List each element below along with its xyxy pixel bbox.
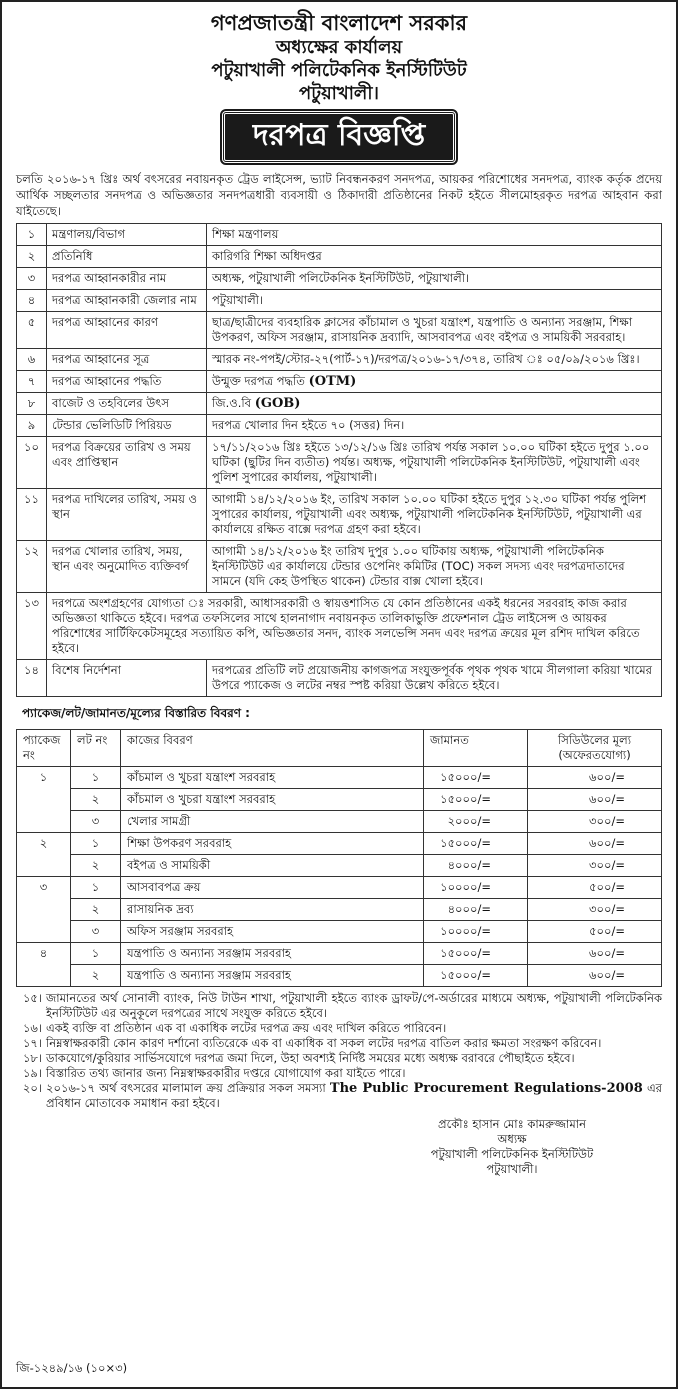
- schedule-price: ৬০০/=: [528, 943, 662, 965]
- package-table: [16, 729, 662, 987]
- info-value-text: জি.ও.বি: [212, 396, 252, 410]
- signatory-name: প্রকৌঃ হাসান মোঃ কামরুজ্জামান: [438, 1117, 586, 1131]
- item-description: শিক্ষা উপকরণ সরবরাহ: [121, 833, 424, 855]
- package-number: ৪: [17, 943, 71, 987]
- lot-number: ২: [71, 855, 121, 877]
- schedule-price: ৩০০/=: [528, 899, 662, 921]
- location: পটুয়াখালী।: [299, 83, 379, 104]
- info-row-number: ১২: [17, 541, 47, 593]
- note-item: [16, 991, 662, 1021]
- info-row-value: দরপত্রে অংশগ্রহণের যোগ্যতা ঃ সরকারী, আধাসরকারী ও স্বায়ত্তশাসিত যে কোন প্রতিষ্ঠানের একই ধরনের সরবরাহ কাজ করার অভিজ্ঞতা থাকিতে হইবে। দরপত্র তফসিলের সাথে হালনাগাদ নবায়নকৃত তালিকাভুক্তি প্রফেশনাল ট্রেড লাইসেন্স ও আয়কর পরিশোধের সার্টিফিকেটসমূহের সত্যায়িত কপি, অভিজ্ঞতার সনদ, ব্যাংক সলভেন্সি সনদ এবং দরপত্র ক্রয়ের মূল রশিদ দাখিল করিতে হইবে।: [47, 593, 662, 660]
- info-row-number: ২: [17, 246, 47, 268]
- info-row: [17, 290, 662, 312]
- note-text-wrap: [46, 1051, 662, 1066]
- info-row: [17, 371, 662, 393]
- table-row: [17, 943, 662, 965]
- info-row-label: দরপত্র আহ্বানের সূত্র: [47, 349, 207, 371]
- info-value-text: কারিগরি শিক্ষা অধিদপ্তর: [212, 249, 322, 263]
- info-value-text: উন্মুক্ত দরপত্র পদ্ধতি: [212, 374, 305, 388]
- info-row-value: [207, 224, 662, 246]
- info-row-value: [207, 415, 662, 437]
- package-number: ৩: [17, 877, 71, 943]
- info-value-code: (GOB): [254, 396, 301, 411]
- info-row-label: প্রতিনিধি: [47, 246, 207, 268]
- package-number: ১: [17, 767, 71, 833]
- table-row: [17, 921, 662, 943]
- note-regulation: The Public Procurement Regulations-2008: [329, 1081, 643, 1096]
- info-row-value: [207, 660, 662, 697]
- item-description: যন্ত্রপাতি ও অন্যান্য সরঞ্জাম সরবরাহ: [121, 943, 424, 965]
- item-description: রাসায়নিক দ্রব্য: [121, 899, 424, 921]
- col-schedule-price: সিডিউলের মূল্য (অফেরতযোগ্য): [528, 730, 662, 767]
- info-row-value: [207, 437, 662, 489]
- info-row-label: টেন্ডার ভেলিডিটি পিরিয়ড: [47, 415, 207, 437]
- info-row-number: ৯: [17, 415, 47, 437]
- lot-number: ৩: [71, 811, 121, 833]
- info-value-text: ছাত্র/ছাত্রীদের ব্যবহারিক ক্লাসের কাঁচামাল ও খুচরা যন্ত্রাংশ, যন্ত্রপাতি ও অন্যান্য সরঞ্জাম, শিক্ষা উপকরণ, অফিস সরঞ্জাম, রাসায়নিক দ্রব্যাদি, আসবাবপত্র এবং বইপত্র ও সাময়িকী সরবরাহ।: [212, 315, 633, 344]
- security-amount: ১৫০০০/=: [424, 833, 528, 855]
- info-row-number: ৫: [17, 312, 47, 349]
- notes-list: [16, 991, 662, 1111]
- info-value-text: পটুয়াখালী।: [212, 293, 264, 307]
- info-row: [17, 246, 662, 268]
- info-row: [17, 224, 662, 246]
- schedule-price: ৬০০/=: [528, 833, 662, 855]
- security-amount: ১৫০০০/=: [424, 965, 528, 987]
- col-lot: লট নং: [71, 730, 121, 767]
- schedule-price: ৬০০/=: [528, 767, 662, 789]
- signatory-title: অধ্যক্ষ: [497, 1132, 527, 1146]
- note-text-wrap: [46, 1081, 662, 1111]
- schedule-price: ৫০০/=: [528, 877, 662, 899]
- info-row: [17, 660, 662, 697]
- info-row: [17, 349, 662, 371]
- info-row: [17, 541, 662, 593]
- govt-title: গণপ্রজাতন্ত্রী বাংলাদেশ সরকার: [210, 11, 468, 35]
- signatory-place: পটুয়াখালী।: [486, 1162, 538, 1176]
- col-description: কাজের বিবরণ: [121, 730, 424, 767]
- info-row-number: ৮: [17, 393, 47, 415]
- info-row-label: বাজেট ও তহবিলের উৎস: [47, 393, 207, 415]
- schedule-price: ৬০০/=: [528, 789, 662, 811]
- info-value-text: আগামী ১৪/১২/২০১৬ ইং, তারিখ সকাল ১০.০০ ঘটিকা হইতে দুপুর ১২.৩০ ঘটিকা পর্যন্ত পুলিশ সুপারের কার্যালয়, পটুয়াখালী এবং অধ্যক্ষ, পটুয়াখালী পলিটেকনিক ইনস্টিটিউট, পটুয়াখালী এর কার্যালয়ে রক্ষিত বাক্সে দরপত্র গ্রহণ করা হইবে।: [212, 492, 647, 536]
- info-row-number: ৩: [17, 268, 47, 290]
- info-row-number: ১: [17, 224, 47, 246]
- info-row: [17, 415, 662, 437]
- note-text: ২০১৬-১৭ অর্থ বৎসরের মালামাল ক্রয় প্রক্রিয়ার সকল সমস্যা: [46, 1081, 326, 1095]
- note-number: ১৮।: [22, 1051, 42, 1065]
- info-row-value: [207, 290, 662, 312]
- note-number: ১৭।: [22, 1036, 42, 1050]
- info-row-value: [207, 371, 662, 393]
- security-amount: ১৫০০০/=: [424, 789, 528, 811]
- note-text-wrap: [46, 1066, 662, 1081]
- item-description: যন্ত্রপাতি ও অন্যান্য সরঞ্জাম সরবরাহ: [121, 965, 424, 987]
- col-security: জামানত: [424, 730, 528, 767]
- security-amount: ৪০০০/=: [424, 899, 528, 921]
- schedule-price: ৩০০/=: [528, 855, 662, 877]
- note-text: ডাকযোগে/কুরিয়ার সার্ভিসযোগে দরপত্র জমা দিলে, উহা অবশ্যই নির্দিষ্ট সময়ের মধ্যে অধ্যক্ষ বরাবরে পৌছাইতে হইবে।: [46, 1051, 575, 1065]
- info-row-number: ৭: [17, 371, 47, 393]
- item-description: বইপত্র ও সাময়িকী: [121, 855, 424, 877]
- note-item: [16, 1066, 662, 1081]
- info-row-label: দরপত্র বিক্রয়ের তারিখ ও সময় এবং প্রাপ্তিস্থান: [47, 437, 207, 489]
- info-row-label: দরপত্র আহ্বানের কারণ: [47, 312, 207, 349]
- info-value-text: শিক্ষা মন্ত্রণালয়: [212, 227, 279, 241]
- info-value-code: (OTM): [308, 374, 357, 389]
- lot-number: ২: [71, 965, 121, 987]
- lot-number: ১: [71, 877, 121, 899]
- info-row: [17, 312, 662, 349]
- info-row-label: দরপত্র আহ্বানের পদ্ধতি: [47, 371, 207, 393]
- info-row: [17, 437, 662, 489]
- info-row-label: মন্ত্রণালয়/বিভাগ: [47, 224, 207, 246]
- schedule-price: ৫০০/=: [528, 921, 662, 943]
- signatory-org: পটুয়াখালী পলিটেকনিক ইনস্টিটিউট: [430, 1147, 594, 1161]
- note-text-wrap: [46, 1036, 662, 1051]
- schedule-price: ৩০০/=: [528, 811, 662, 833]
- item-description: অফিস সরঞ্জাম সরবরাহ: [121, 921, 424, 943]
- info-row-value: [207, 246, 662, 268]
- table-row: [17, 899, 662, 921]
- info-row-value: [207, 393, 662, 415]
- security-amount: ১০০০০/=: [424, 921, 528, 943]
- note-item: [16, 1021, 662, 1036]
- info-value-text: অধ্যক্ষ, পটুয়াখালী পলিটেকনিক ইনস্টিটিউট, পটুয়াখালী।: [212, 271, 470, 285]
- note-text-wrap: [46, 1021, 662, 1036]
- note-text-wrap: [46, 991, 662, 1021]
- table-row: [17, 767, 662, 789]
- info-row: [17, 268, 662, 290]
- note-number: ১৫।: [22, 991, 42, 1005]
- table-row: [17, 811, 662, 833]
- lot-number: ১: [71, 833, 121, 855]
- table-row: [17, 877, 662, 899]
- office-title: অধ্যক্ষের কার্যালয়: [275, 37, 403, 58]
- col-package: প্যাকেজ নং: [17, 730, 71, 767]
- security-amount: ১৫০০০/=: [424, 767, 528, 789]
- note-number: ১৯।: [22, 1066, 42, 1080]
- info-row-number: ৬: [17, 349, 47, 371]
- lot-number: ১: [71, 767, 121, 789]
- info-row-label: দরপত্র আহ্বানকারীর নাম: [47, 268, 207, 290]
- info-row: [17, 393, 662, 415]
- signature-block: [16, 1117, 662, 1177]
- info-row-value: [207, 489, 662, 541]
- info-row: [17, 489, 662, 541]
- info-value-text: স্মারক নং-পপই/স্টোর-২৭(পার্ট-১৭)/দরপত্র/২০১৬-১৭/৩৭৪, তারিখ ঃ ০৫/০৯/২০১৬ খ্রিঃ।: [212, 352, 640, 366]
- note-number: ২০।: [22, 1081, 42, 1095]
- table-row: [17, 833, 662, 855]
- info-row-value: [207, 268, 662, 290]
- header: [16, 10, 662, 105]
- info-row: [17, 593, 662, 660]
- lot-number: ৩: [71, 921, 121, 943]
- note-item: [16, 1036, 662, 1051]
- item-description: কাঁচমাল ও খুচরা যন্ত্রাংশ সরবরাহ: [121, 789, 424, 811]
- info-row-value: [207, 312, 662, 349]
- info-row-label: বিশেষ নির্দেশনা: [47, 660, 207, 697]
- institute-name: পটুয়াখালী পলিটেকনিক ইনস্টিটিউট: [211, 60, 467, 81]
- package-section-title: প্যাকেজ/লট/জামানত/মূল্যের বিস্তারিত বিবরণ :: [22, 706, 250, 720]
- ad-code: জি-১২৪৯/১৬ (১০×৩): [16, 1361, 128, 1375]
- info-row-label: দরপত্র দাখিলের তারিখ, সময় ও স্থান: [47, 489, 207, 541]
- table-row: [17, 789, 662, 811]
- info-row-number: ১০: [17, 437, 47, 489]
- info-row-label: দরপত্র আহ্বানকারী জেলার নাম: [47, 290, 207, 312]
- info-row-number: ৪: [17, 290, 47, 312]
- info-row-number: ১৩: [17, 593, 47, 660]
- info-row-number: ১৪: [17, 660, 47, 697]
- table-row: [17, 855, 662, 877]
- note-text: একই ব্যক্তি বা প্রতিষ্ঠান এক বা একাধিক লটের দরপত্র ক্রয় এবং দাখিল করিতে পারিবেন।: [46, 1021, 447, 1035]
- info-row-value: [207, 349, 662, 371]
- info-row-label: দরপত্র খোলার তারিখ, সময়, স্থান এবং অনুমোদিত ব্যক্তিবর্গ: [47, 541, 207, 593]
- info-table: [16, 223, 662, 697]
- info-value-text: দরপত্রের প্রতিটি লট প্রয়োজনীয় কাগজপত্র সংযুক্তপূর্বক পৃথক পৃথক খামে সীলগালা করিয়া খামের উপরে প্যাকেজ ও লটের নম্বর স্পষ্ট করিয়া উল্লেখ করিতে হইবে।: [212, 663, 652, 692]
- notice-banner: দরপত্র বিজ্ঞপ্তি: [222, 111, 456, 163]
- note-item: [16, 1081, 662, 1111]
- info-value-text: ১৭/১১/২০১৬ খ্রিঃ হইতে ১৩/১২/১৬ খ্রিঃ তারিখ পর্যন্ত সকাল ১০.০০ ঘটিকা হইতে দুপুর ১.০০ ঘটিকা (ছুটির দিন ব্যতীত) পর্যন্ত। অধ্যক্ষ, পটুয়াখালী পলিটেকনিক ইনস্টিটিউট, পটুয়াখালী এবং পুলিশ সুপারের কার্যালয়, পটুয়াখালী।: [212, 440, 650, 484]
- lot-number: ১: [71, 943, 121, 965]
- note-text: বিস্তারিত তথ্য জানার জন্য নিম্নস্বাক্ষরকারীর দপ্তরে যোগাযোগ করা যাইতে পারে।: [46, 1066, 406, 1080]
- item-description: আসবাবপত্র ক্রয়: [121, 877, 424, 899]
- info-row-value: [207, 541, 662, 593]
- note-number: ১৬।: [22, 1021, 42, 1035]
- security-amount: ২০০০/=: [424, 811, 528, 833]
- item-description: কাঁচমাল ও খুচরা যন্ত্রাংশ সরবরাহ: [121, 767, 424, 789]
- info-row-number: ১১: [17, 489, 47, 541]
- info-value-text: দরপত্র খোলার দিন হইতে ৭০ (সত্তর) দিন।: [212, 418, 405, 432]
- intro-paragraph: চলতি ২০১৬-১৭ খ্রিঃ অর্থ বৎসরের নবায়নকৃত ট্রেড লাইসেন্স, ভ্যাট নিবন্ধনকরণ সনদপত্র, আয়কর পরিশোধের সনদপত্র, ব্যাংক কর্তৃক প্রদেয় আর্থিক সচ্ছলতার সনদপত্র ও অভিজ্ঞতার সনদপত্রধারী ব্যবসায়ী ও ঠিকাদারী প্রতিষ্ঠানের নিকট হইতে সীলমোহরকৃত দরপত্র আহবান করা যাইতেছে।: [16, 172, 662, 218]
- note-text: নিম্নস্বাক্ষরকারী কোন কারণ দর্শানো ব্যতিরেকে এক বা একাধিক বা সকল লটের দরপত্র বাতিল করার ক্ষমতা সংরক্ষণ করিবেন।: [46, 1036, 602, 1050]
- note-item: [16, 1051, 662, 1066]
- note-text: জামানতের অর্থ সোনালী ব্যাংক, নিউ টাউন শাখা, পটুয়াখালী হইতে ব্যাংক ড্রাফট/পে-অর্ডারের মাধ্যমে অধ্যক্ষ, পটুয়াখালী পলিটেকনিক ইনস্টিটিউট এর অনুকূলে দরপত্রের সাথে সংযুক্ত করিতে হইবে।: [46, 991, 662, 1020]
- lot-number: ২: [71, 899, 121, 921]
- security-amount: ৪০০০/=: [424, 855, 528, 877]
- note-text-tail: এর প্রবিধান মোতাবেক সমাধান করা হইবে।: [46, 1081, 663, 1110]
- info-value-text: আগামী ১৪/১২/২০১৬ ইং তারিখ দুপুর ১.০০ ঘটিকায় অধ্যক্ষ, পটুয়াখালী পলিটেকনিক ইনস্টিটিউট এর কার্যালয়ে টেন্ডার ওপেনিং কমিটির (TOC) সকল সদস্য এবং দরপত্রদাতাদের সামনে (যদি কেহ উপস্থিত থাকেন) টেন্ডার বাক্স খোলা হইবে।: [212, 544, 625, 588]
- lot-number: ২: [71, 789, 121, 811]
- table-row: [17, 965, 662, 987]
- package-number: ২: [17, 833, 71, 877]
- security-amount: ১৫০০০/=: [424, 943, 528, 965]
- security-amount: ১০০০০/=: [424, 877, 528, 899]
- item-description: খেলার সামগ্রী: [121, 811, 424, 833]
- schedule-price: ৬০০/=: [528, 965, 662, 987]
